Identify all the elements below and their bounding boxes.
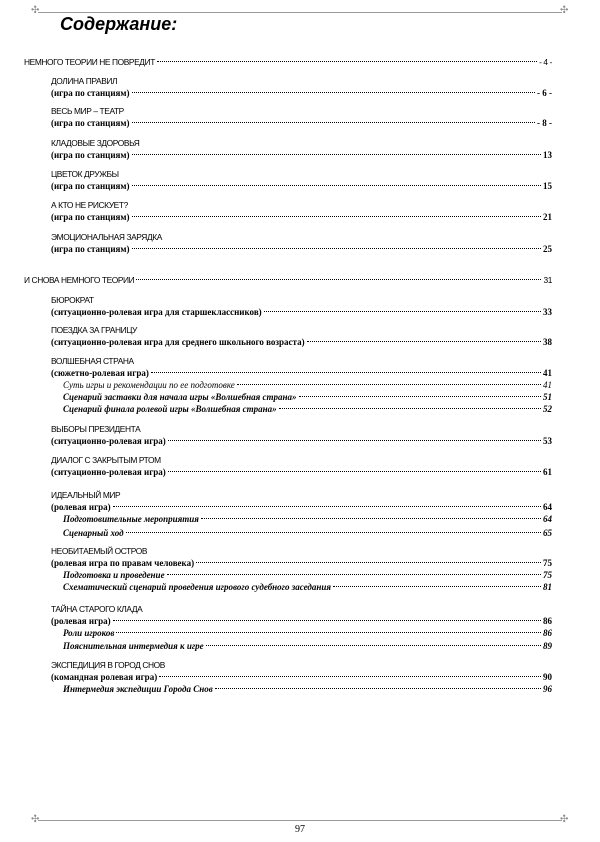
- bottom-right-ornament-icon: ✣: [560, 814, 569, 825]
- toc-entry[interactable]: (ситуационно-ролевая игра) 61: [51, 467, 552, 477]
- toc-subentry[interactable]: Подготовительные мероприятия 64: [63, 514, 552, 524]
- bottom-left-ornament-icon: ✣: [31, 814, 40, 825]
- toc-subentry[interactable]: Сценарий заставки для начала игры «Волшебная страна» 51: [63, 392, 552, 402]
- toc-subentry[interactable]: Схематический сценарий проведения игрового судебного заседания 81: [63, 582, 552, 592]
- toc-entry[interactable]: НЕМНОГО ТЕОРИИ НЕ ПОВРЕДИТ - 4 -: [24, 57, 552, 67]
- toc-entry[interactable]: (сюжетно-ролевая игра) 41: [51, 368, 552, 378]
- toc-entry[interactable]: (игра по станциям) 15: [51, 181, 552, 191]
- toc-subentry[interactable]: Суть игры и рекомендации по ее подготовке 41: [63, 380, 552, 390]
- toc-subentry[interactable]: Пояснительная интермедия к игре 89: [63, 641, 552, 651]
- toc-entry-heading[interactable]: ДИАЛОГ С ЗАКРЫТЫМ РТОМ: [51, 455, 161, 465]
- toc-entry-heading[interactable]: ЭМОЦИОНАЛЬНАЯ ЗАРЯДКА: [51, 232, 162, 242]
- toc-entry-heading[interactable]: ЦВЕТОК ДРУЖБЫ: [51, 169, 119, 179]
- toc-entry[interactable]: И СНОВА НЕМНОГО ТЕОРИИ 31: [24, 275, 552, 285]
- bottom-frame-line: [38, 820, 562, 821]
- toc-entry[interactable]: (игра по станциям) 13: [51, 150, 552, 160]
- toc-entry-heading[interactable]: ВОЛШЕБНАЯ СТРАНА: [51, 356, 134, 366]
- toc-entry-heading[interactable]: БЮРОКРАТ: [51, 295, 94, 305]
- toc-entry[interactable]: (ролевая игра по правам человека) 75: [51, 558, 552, 568]
- toc-entry[interactable]: (ситуационно-ролевая игра) 53: [51, 436, 552, 446]
- toc-subentry[interactable]: Интермедия экспедиции Города Снов 96: [63, 684, 552, 694]
- toc-entry[interactable]: (ситуационно-ролевая игра для среднего школьного возраста) 38: [51, 337, 552, 347]
- toc-entry[interactable]: (игра по станциям) - 8 -: [51, 118, 552, 128]
- toc-entry-heading[interactable]: ВЫБОРЫ ПРЕЗИДЕНТА: [51, 424, 141, 434]
- toc-subentry[interactable]: Роли игроков 86: [63, 628, 552, 638]
- top-frame-line: [38, 12, 562, 13]
- toc-entry-heading[interactable]: КЛАДОВЫЕ ЗДОРОВЬЯ: [51, 138, 140, 148]
- toc-entry-heading[interactable]: ЭКСПЕДИЦИЯ В ГОРОД СНОВ: [51, 660, 165, 670]
- top-left-ornament-icon: ✣: [31, 5, 40, 16]
- toc-entry[interactable]: (ситуационно-ролевая игра для старшеклассников) 33: [51, 307, 552, 317]
- toc-entry[interactable]: (игра по станциям) - 6 -: [51, 88, 552, 98]
- toc-entry[interactable]: (ролевая игра) 86: [51, 616, 552, 626]
- toc-entry-heading[interactable]: ПОЕЗДКА ЗА ГРАНИЦУ: [51, 325, 137, 335]
- toc-subentry[interactable]: Сценарный ход 65: [63, 528, 552, 538]
- toc-entry-heading[interactable]: НЕОБИТАЕМЫЙ ОСТРОВ: [51, 546, 148, 556]
- toc-entry[interactable]: (игра по станциям) 25: [51, 244, 552, 254]
- toc-entry[interactable]: (ролевая игра) 64: [51, 502, 552, 512]
- toc-entry-heading[interactable]: ТАЙНА СТАРОГО КЛАДА: [51, 604, 143, 614]
- toc-subentry[interactable]: Подготовка и проведение 75: [63, 570, 552, 580]
- page-number: 97: [295, 824, 305, 835]
- toc-entry-heading[interactable]: ДОЛИНА ПРАВИЛ: [51, 76, 118, 86]
- toc-entry[interactable]: (командная ролевая игра) 90: [51, 672, 552, 682]
- toc-entry-heading[interactable]: ВЕСЬ МИР – ТЕАТР: [51, 106, 124, 116]
- top-right-ornament-icon: ✣: [560, 5, 569, 16]
- toc-entry[interactable]: (игра по станциям) 21: [51, 212, 552, 222]
- toc-subentry[interactable]: Сценарий финала ролевой игры «Волшебная страна» 52: [63, 404, 552, 414]
- toc-entry-heading[interactable]: А КТО НЕ РИСКУЕТ?: [51, 200, 128, 210]
- page-title: Содержание:: [60, 14, 178, 34]
- toc-entry-heading[interactable]: ИДЕАЛЬНЫЙ МИР: [51, 490, 121, 500]
